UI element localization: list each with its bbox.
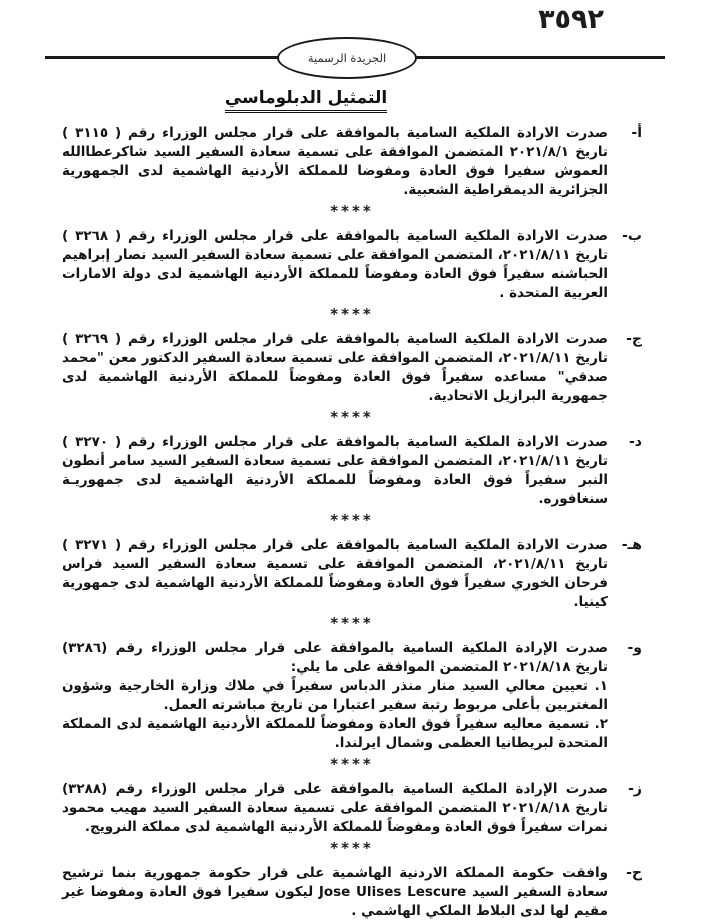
decree-list (62, 124, 642, 920)
item-marker: و- (627, 640, 642, 656)
item-subitem-1: ١. تعيين معالي السيد منار منذر الدباس سفيراً في ملاك وزارة الخارجية وشؤون المغتربين بأعلى مربوط رتبة سفير اعتبارا من تاريخ مباشرته العمل. (62, 678, 608, 713)
gazette-name-label: الجريدة الرسمية (307, 51, 387, 65)
section-title: التمثيل الدبلوماسي (225, 88, 387, 113)
separator-stars: **** (330, 839, 374, 857)
item-text: وافقت حكومة المملكة الاردنية الهاشمية على قرار حكومة جمهورية بنما ترشيح سعادة السفير السيد Jose Ulises Lescure ليكون سفيرا فوق العادة ومفوضا غير مقيم لها لدى البلاط الملكي الهاشمي . (62, 865, 608, 919)
list-item-w (62, 639, 642, 753)
item-marker: د- (629, 434, 642, 450)
item-body (62, 433, 608, 509)
item-text: صدرت الإرادة الملكية السامية بالموافقة على قرار مجلس الوزراء رقم (٣٢٨٨) تاريخ ٢٠٢١/٨/١٨ المتضمن الموافقة على تسمية سعادة السفير السيد مهيب محمود نمرات سفيراً فوق العادة ومفوضاً للمملكة الأردنية الهاشمية لدى مملكة النرويج. (62, 781, 608, 835)
list-item-hh (62, 864, 642, 920)
item-text: صدرت الارادة الملكية السامية بالموافقة على قرار مجلس الوزراء رقم ( ٣١١٥ ) تاريخ ٢٠٢١/٨/١ المتضمن الموافقة على تسمية سعادة السفير السيد شاكرعطاالله العموش سفيرا فوق العادة ومفوضا للمملكة الأردنية الهاشمية لدى الجمهورية الجزائرية الديمقراطية الشعبية. (62, 125, 609, 198)
item-body (62, 780, 608, 837)
list-item-d (62, 433, 642, 509)
item-marker: ز- (628, 781, 642, 797)
separator-stars: **** (330, 202, 374, 220)
list-item-b (62, 227, 642, 303)
separator-stars: **** (330, 614, 374, 632)
gazette-oval-stamp (277, 37, 417, 79)
item-body (62, 124, 608, 200)
separator-stars: **** (330, 305, 374, 323)
item-body (62, 330, 608, 406)
section-title-wrap (0, 88, 720, 113)
item-text: صدرت الارادة الملكية السامية بالموافقة على قرار مجلس الوزراء رقم ( ٣٢٦٨ ) تاريخ ٢٠٢١/٨/١١، المتضمن الموافقة على تسمية سعادة السفير السيد نصار إبراهيم الحباشنه سفيراً فوق العادة ومفوضاً للمملكة الأردنية الهاشمية لدى دولة الامارات العربية المتحدة . (62, 228, 609, 301)
list-item-a (62, 124, 642, 200)
item-marker: ج- (626, 331, 642, 347)
item-marker: أ- (631, 125, 642, 141)
item-text: صدرت الارادة الملكية السامية بالموافقة على قرار مجلس الوزراء رقم ( ٣٢٧١ ) تاريخ ٢٠٢١/٨/١١، المتضمن الموافقة على تسمية سعادة السفير السيد فراس فرحان الخوري سفيراً فوق العادة ومفوضاً للمملكة الأردنية الهاشمية لدى جمهورية كينيا. (62, 537, 609, 610)
item-body (62, 227, 608, 303)
item-body (62, 864, 608, 920)
item-marker: هـ- (621, 537, 642, 553)
item-body (62, 639, 608, 753)
list-item-j (62, 330, 642, 406)
item-text: صدرت الارادة الملكية السامية بالموافقة على قرار مجلس الوزراء رقم ( ٣٢٧٠ ) تاريخ ٢٠٢١/٨/١١، المتضمن الموافقة على تسمية سعادة السفير السيد سامر أنطون النبر سفيراً فوق العادة ومفوضاً للمملكة الأردنية الهاشمية لدى جمهوريـة سنغافوره. (62, 434, 609, 507)
item-body (62, 536, 608, 612)
separator-stars: **** (330, 511, 374, 529)
separator-stars: **** (330, 755, 374, 773)
page-number: ٣٥٩٢ (538, 4, 604, 35)
item-subitem-2: ٢. تسمية معاليه سفيراً فوق العادة ومفوضاً للمملكة الأردنية الهاشمية لدى المملكة المتحدة لبريطانيا العظمى وشمال ايرلندا. (62, 716, 608, 751)
list-item-h (62, 536, 642, 612)
header-band (0, 37, 720, 81)
item-marker: ح- (626, 865, 642, 881)
list-item-z (62, 780, 642, 837)
item-text: صدرت الارادة الملكية السامية بالموافقة على قرار مجلس الوزراء رقم ( ٣٢٦٩ ) تاريخ ٢٠٢١/٨/١١، المتضمن الموافقة على تسمية سعادة السفير الدكتور معن "محمد صدقي" مساعده سفيراً فوق العادة ومفوضاً للمملكة الأردنية الهاشمية لدى جمهورية البرازيل الاتحادية. (62, 331, 609, 404)
item-marker: ب- (622, 228, 642, 244)
separator-stars: **** (330, 408, 374, 426)
item-text: صدرت الإرادة الملكية السامية بالموافقة على قرار مجلس الوزراء رقم (٣٢٨٦) تاريخ ٢٠٢١/٨/١٨ المتضمن الموافقة على ما يلي: (62, 640, 608, 675)
